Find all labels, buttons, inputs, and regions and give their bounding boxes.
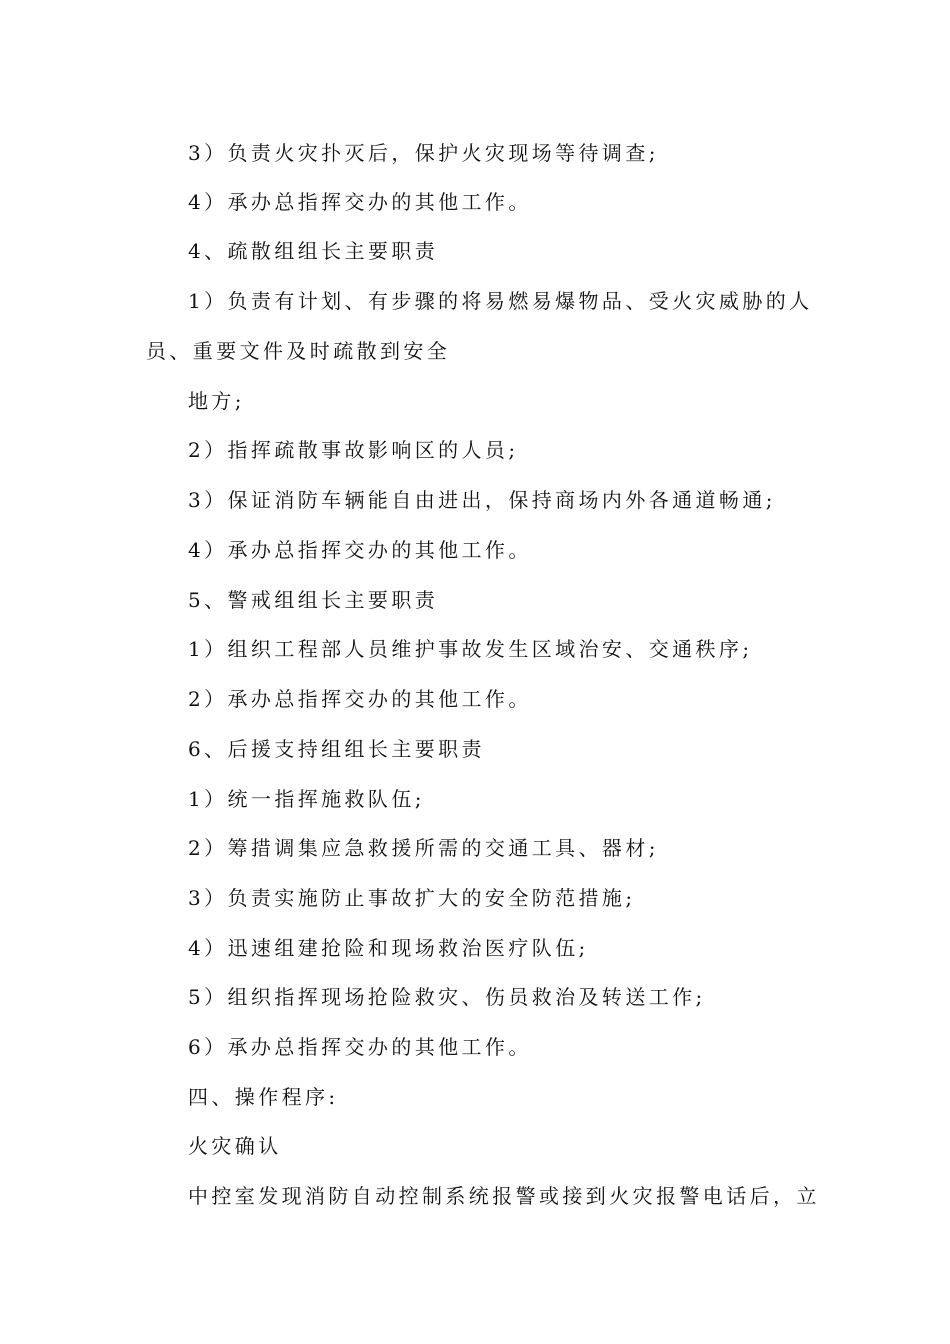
text-line: 3）负责实施防止事故扩大的安全防范措施; xyxy=(188,886,636,910)
subsection-heading: 火灾确认 xyxy=(188,1134,282,1158)
section-heading: 5、警戒组组长主要职责 xyxy=(188,588,439,612)
text-line: 1）统一指挥施救队伍; xyxy=(188,787,425,811)
text-line: 4）承办总指挥交办的其他工作。 xyxy=(188,190,532,214)
section-heading: 四、操作程序: xyxy=(188,1085,339,1109)
text-line: 3）保证消防车辆能自由进出，保持商场内外各通道畅通; xyxy=(188,488,776,512)
text-line: 2）指挥疏散事故影响区的人员; xyxy=(188,438,519,462)
text-line: 5）组织指挥现场抢险救灾、伤员救治及转送工作; xyxy=(188,985,706,1009)
section-heading: 4、疏散组组长主要职责 xyxy=(188,239,439,263)
text-line: 6）承办总指挥交办的其他工作。 xyxy=(188,1035,532,1059)
text-line: 2）筹措调集应急救援所需的交通工具、器材; xyxy=(188,836,659,860)
text-line: 1）组织工程部人员维护事故发生区域治安、交通秩序; xyxy=(188,637,753,661)
text-line: 员、重要文件及时疏散到安全 xyxy=(146,339,451,363)
text-line: 4）承办总指挥交办的其他工作。 xyxy=(188,538,532,562)
text-line: 1）负责有计划、有步骤的将易燃易爆物品、受火灾威胁的人 xyxy=(188,289,813,313)
text-line: 3）负责火灾扑灭后，保护火灾现场等待调查; xyxy=(188,141,659,165)
section-heading: 6、后援支持组组长主要职责 xyxy=(188,737,485,761)
text-line: 中控室发现消防自动控制系统报警或接到火灾报警电话后，立 xyxy=(188,1184,820,1208)
text-line: 2）承办总指挥交办的其他工作。 xyxy=(188,687,532,711)
text-line: 4）迅速组建抢险和现场救治医疗队伍; xyxy=(188,936,589,960)
text-line: 地方; xyxy=(188,389,245,413)
